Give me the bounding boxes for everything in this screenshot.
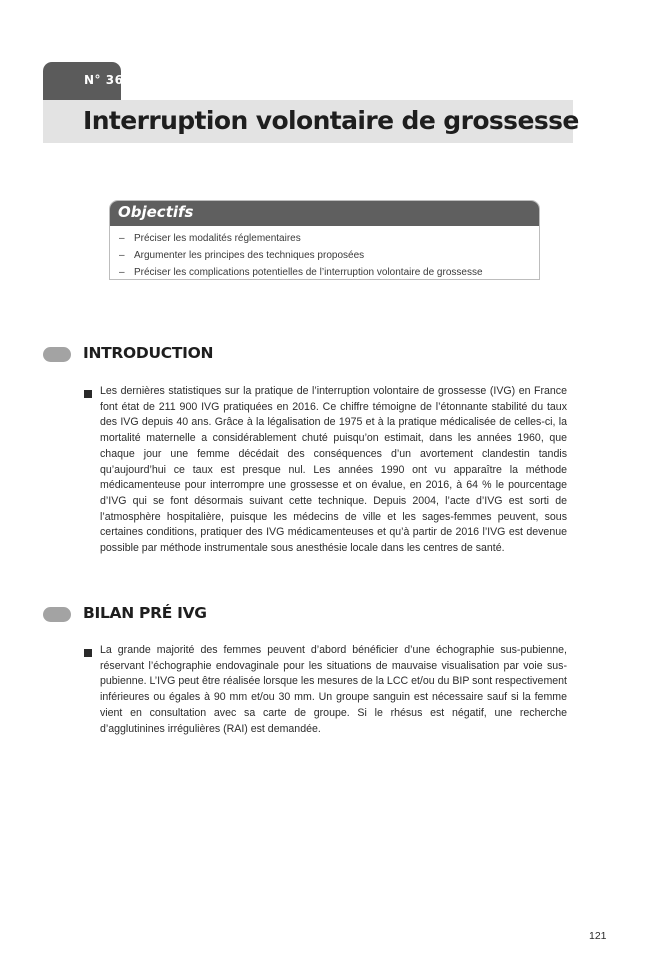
section-marker <box>43 607 71 622</box>
objective-dash: – <box>119 233 125 244</box>
objectives-title: Objectifs <box>118 203 194 221</box>
bilan-paragraph: La grande majorité des femmes peuvent d’abord bénéficier d’une échographie sus-pubienne, réservant l’échographie endovaginale pour les situations de mauvaise visualisation par voie sus-pubienne. L’IVG peut être réalisée lorsque les mesures de la LCC et/ou du BIP sont respectivement inférieures ou égales à 90 mm et/ou 30 mm. Un groupe sanguin est nécessaire sauf si la femme vient en consultation avec sa carte de groupe. Si le rhésus est négatif, une recherche d’agglutinines irrégulières (RAI) est demandée. <box>100 644 567 735</box>
objective-text: Argumenter les principes des techniques proposées <box>134 250 365 261</box>
objective-dash: – <box>119 267 125 278</box>
bullet-square-icon <box>84 390 92 398</box>
page-number: 121 <box>589 930 607 942</box>
objectives-list <box>110 226 539 280</box>
objective-dash: – <box>119 250 125 261</box>
introduction-paragraph: Les dernières statistiques sur la pratique de l’interruption volontaire de grossesse (IVG) en France font état de 211 900 IVG pratiquées en 2016. Ce chiffre témoigne de l’étonnante stabilité du taux des IVG depuis 40 ans. Grâce à la légalisation de 1975 et à la pratique médicalisée de celles-ci, la mortalité maternelle a considérablement chuté puisqu’on estimait, dans les années 1960, que chaque jour une femme décédait des conséquences d’un avortement clandestin tandis qu’aujourd’hui ce taux est presque nul. Les années 1990 ont vu apparaître la méthode médicamenteuse pour interrompre une grossesse et on évalue, en 2016, à 64 % le pourcentage d’IVG qui se font désormais suivant cette technique. Depuis 2004, l’acte d’IVG est sorti de l’atmosphère hospitalière, puisque les médecins de ville et les sages-femmes peuvent, sous certaines conditions, pratiquer des IVG médicamenteuses et qu’à partir de 2016 l’IVG est devenue possible par méthode instrumentale sous anesthésie locale dans les centres de santé. <box>100 385 567 555</box>
objectives-box <box>109 200 540 280</box>
objective-item <box>119 247 539 264</box>
section-heading-introduction: INTRODUCTION <box>83 344 214 362</box>
page-title: Interruption volontaire de grossesse <box>83 106 579 135</box>
bullet-square-icon <box>84 649 92 657</box>
section-heading-bilan-pre-ivg: BILAN PRÉ IVG <box>83 604 207 622</box>
chapter-number: N° 36 <box>84 73 124 87</box>
objective-text: Préciser les complications potentielles de l’interruption volontaire de grossesse <box>134 267 483 278</box>
objective-text: Préciser les modalités réglementaires <box>134 233 301 244</box>
section-marker <box>43 347 71 362</box>
objectives-header <box>110 201 539 226</box>
objective-item <box>119 230 539 247</box>
objective-item <box>119 264 539 280</box>
